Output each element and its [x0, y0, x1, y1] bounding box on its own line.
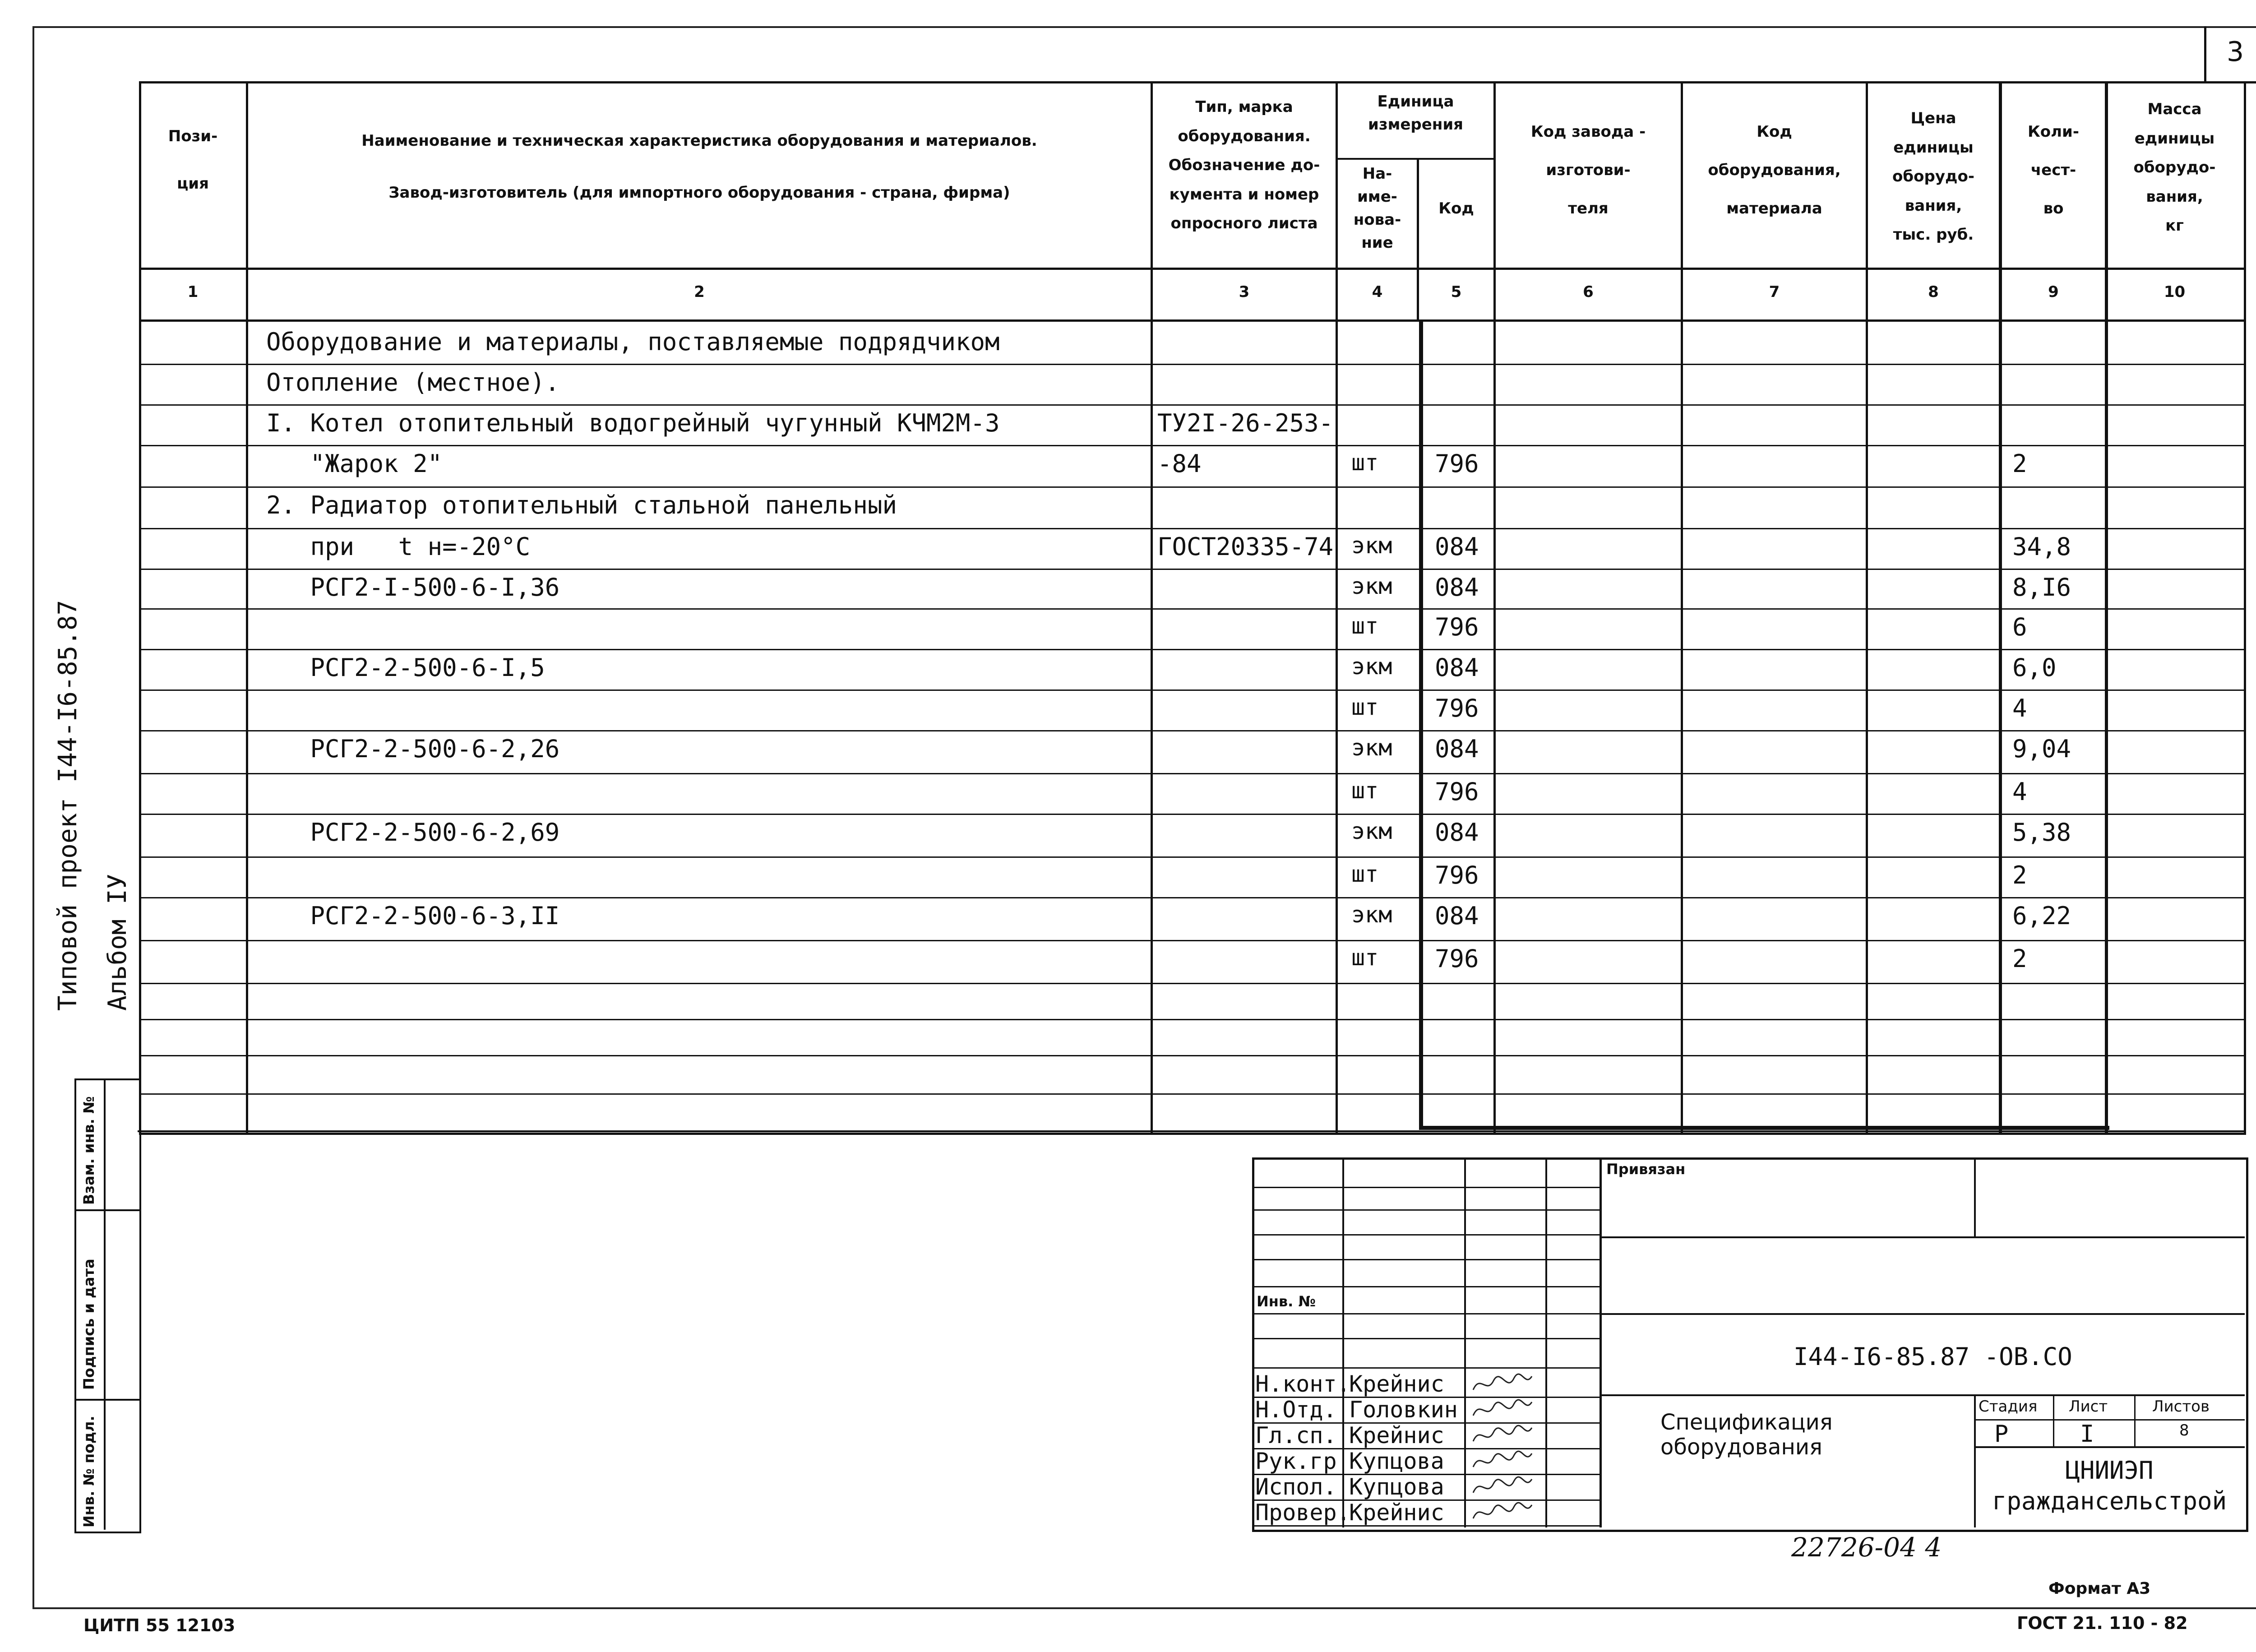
- header-col3: Тип, марка оборудования. Обозначение до- кумента и номер опросного листа: [1168, 98, 1320, 233]
- row-name: РСГ2-2-500-6-I,5: [266, 653, 545, 682]
- row-unit: шт: [1351, 777, 1379, 804]
- row-divider: [139, 897, 2244, 898]
- row-code: 084: [1435, 653, 1479, 682]
- row-divider: [139, 814, 2244, 815]
- archive-number: 22726-04 4: [1791, 1532, 1942, 1563]
- row-unit: экм: [1351, 653, 1392, 680]
- row-code: 796: [1435, 449, 1479, 478]
- stamp-podpis-data: Подпись и дата: [80, 1259, 97, 1390]
- row-qty: 6,22: [2012, 902, 2071, 930]
- signer-name: Крейнис: [1349, 1499, 1444, 1526]
- sig-grid-line: [1252, 1209, 1601, 1211]
- row-qty: 6,0: [2012, 653, 2057, 682]
- row-type: -84: [1157, 449, 1202, 478]
- privyazan-label: Привязан: [1606, 1161, 1686, 1178]
- row-divider: [139, 983, 2244, 984]
- format-label: Формат А3: [2048, 1579, 2151, 1598]
- row-name: РСГ2-I-500-6-I,36: [266, 573, 560, 602]
- row-unit: экм: [1351, 735, 1392, 761]
- row-unit: шт: [1351, 449, 1379, 476]
- side-project-label: Типовой проект I44-I6-85.87: [53, 600, 83, 1011]
- row-unit: экм: [1351, 818, 1392, 844]
- row-type: ТУ2I-26-253-: [1157, 409, 1334, 437]
- sig-grid-line: [1252, 1338, 1601, 1339]
- row-qty: 4: [2012, 777, 2027, 806]
- header-col9: Коли- чест- во: [2028, 123, 2079, 217]
- row-divider: [139, 1019, 2244, 1020]
- row-divider: [139, 445, 2244, 446]
- row-code: 084: [1435, 902, 1479, 930]
- row-divider: [139, 730, 2244, 731]
- row-unit: шт: [1351, 613, 1379, 639]
- row-unit: шт: [1351, 944, 1379, 971]
- colnum-9: 9: [2048, 283, 2059, 301]
- row-name: Отопление (местное).: [266, 368, 560, 397]
- header-col2: Наименование и техническая характеристика оборудования и материалов. Завод-изготовитель (для импортного оборудования - страна, фирма): [361, 132, 1037, 202]
- row-code: 796: [1435, 777, 1479, 806]
- header-col5: Код: [1438, 199, 1474, 217]
- stage-label: Стадия: [1979, 1397, 2038, 1416]
- header-unit-group: Единица измерения: [1368, 93, 1463, 134]
- header-col8: Цена единицы оборудо- вания, тыс. руб.: [1892, 109, 1974, 244]
- sheets-value: 8: [2179, 1421, 2189, 1439]
- signer-role: Провер.: [1255, 1499, 1350, 1526]
- colnum-6: 6: [1583, 283, 1594, 301]
- header-col7: Код оборудования, материала: [1708, 123, 1841, 217]
- row-divider: [139, 486, 2244, 488]
- page-number: 3: [2227, 36, 2244, 68]
- row-qty: 6: [2012, 613, 2027, 641]
- row-qty: 5,38: [2012, 818, 2071, 847]
- signer-role: Рук.гр: [1255, 1448, 1337, 1474]
- signature-scribble: [1471, 1372, 1534, 1397]
- sheet-value: I: [2080, 1421, 2094, 1448]
- row-qty: 4: [2012, 694, 2027, 722]
- row-code: 796: [1435, 613, 1479, 641]
- footer-left: ЦИТП 55 12103: [83, 1615, 236, 1635]
- row-divider: [139, 689, 2244, 691]
- header-col1: Пози- ция: [168, 127, 218, 193]
- stamp-inv-podl: Инв. № подл.: [80, 1416, 97, 1527]
- signature-scribble: [1471, 1475, 1534, 1499]
- row-divider: [139, 1055, 2244, 1056]
- sheets-label: Листов: [2152, 1397, 2210, 1416]
- row-code: 084: [1435, 735, 1479, 763]
- row-code: 084: [1435, 532, 1479, 561]
- row-divider: [139, 528, 2244, 529]
- signature-scribble: [1471, 1397, 1534, 1422]
- sig-grid-line: [1252, 1313, 1601, 1314]
- footer-right: ГОСТ 21. 110 - 82: [2017, 1613, 2188, 1633]
- stage-value: Р: [1994, 1421, 2009, 1448]
- row-code: 084: [1435, 573, 1479, 602]
- colnum-4: 4: [1372, 283, 1383, 301]
- row-divider: [139, 404, 2244, 406]
- signer-name: Крейнис: [1349, 1422, 1444, 1448]
- signer-role: Испол.: [1255, 1474, 1337, 1500]
- row-name: 2. Радиатор отопительный стальной панельный: [266, 491, 897, 519]
- row-divider: [139, 569, 2244, 570]
- sig-grid-line: [1252, 1187, 1601, 1188]
- signature-scribble: [1471, 1423, 1534, 1448]
- row-unit: экм: [1351, 573, 1392, 599]
- sig-grid-line: [1252, 1259, 1601, 1260]
- colnum-1: 1: [187, 283, 199, 301]
- row-name: РСГ2-2-500-6-2,26: [266, 735, 560, 763]
- organization: ЦНИИЭП граждансельстрой: [1992, 1456, 2227, 1515]
- document-title: Спецификация оборудования: [1660, 1410, 1833, 1460]
- signer-name: Купцова: [1349, 1448, 1444, 1474]
- colnum-7: 7: [1769, 283, 1780, 301]
- colnum-3: 3: [1239, 283, 1250, 301]
- row-divider: [139, 608, 2244, 610]
- colnum-8: 8: [1928, 283, 1939, 301]
- row-type: ГОСТ20335-74: [1157, 532, 1334, 561]
- row-unit: экм: [1351, 902, 1392, 928]
- signer-role: Н.конт.: [1255, 1371, 1350, 1397]
- row-qty: 2: [2012, 861, 2027, 889]
- row-divider: [139, 773, 2244, 774]
- sig-grid-line: [1252, 1286, 1601, 1287]
- signature-scribble: [1471, 1500, 1534, 1525]
- row-name: "Жарок 2": [266, 449, 443, 478]
- row-unit: шт: [1351, 861, 1379, 887]
- row-code: 796: [1435, 861, 1479, 889]
- row-qty: 2: [2012, 449, 2027, 478]
- document-designation: I44-I6-85.87 -ОВ.СО: [1794, 1342, 2072, 1371]
- row-name: I. Котел отопительный водогрейный чугунный КЧМ2М-3: [266, 409, 1000, 437]
- header-col10: Масса единицы оборудо- вания, кг: [2133, 100, 2216, 235]
- row-code: 796: [1435, 944, 1479, 973]
- row-qty: 2: [2012, 944, 2027, 973]
- header-col6: Код завода - изготови- теля: [1530, 123, 1646, 217]
- row-divider: [139, 649, 2244, 650]
- row-code: 796: [1435, 694, 1479, 722]
- row-divider: [139, 856, 2244, 858]
- signer-role: Н.Отд.: [1255, 1397, 1337, 1423]
- colnum-5: 5: [1451, 283, 1462, 301]
- sheet-label: Лист: [2069, 1397, 2108, 1416]
- sig-grid-line: [1252, 1234, 1601, 1236]
- row-code: 084: [1435, 818, 1479, 847]
- signer-name: Головкин: [1349, 1397, 1458, 1423]
- row-divider: [139, 364, 2244, 365]
- row-unit: шт: [1351, 694, 1379, 720]
- row-qty: 8,I6: [2012, 573, 2071, 602]
- signer-name: Купцова: [1349, 1474, 1444, 1500]
- stamp-vzam-inv: Взам. инв. №: [80, 1096, 97, 1205]
- header-col4: На- име- нова- ние: [1353, 165, 1401, 252]
- row-name: РСГ2-2-500-6-2,69: [266, 818, 560, 847]
- colnum-2: 2: [694, 283, 705, 301]
- signer-role: Гл.сп.: [1255, 1422, 1337, 1448]
- row-qty: 34,8: [2012, 532, 2071, 561]
- row-qty: 9,04: [2012, 735, 2071, 763]
- row-unit: экм: [1351, 532, 1392, 559]
- inv-no-label: Инв. №: [1257, 1293, 1316, 1310]
- colnum-10: 10: [2164, 283, 2186, 301]
- row-divider: [139, 1093, 2244, 1095]
- sig-grid-line: [1252, 1367, 1601, 1369]
- signer-name: Крейнис: [1349, 1371, 1444, 1397]
- row-divider: [139, 940, 2244, 941]
- side-album-label: Альбом IУ: [103, 874, 132, 1011]
- row-name: Оборудование и материалы, поставляемые подрядчиком: [266, 328, 1000, 356]
- row-name: при t н=-20°С: [266, 532, 531, 561]
- signature-scribble: [1471, 1449, 1534, 1474]
- row-name: РСГ2-2-500-6-3,II: [266, 902, 560, 930]
